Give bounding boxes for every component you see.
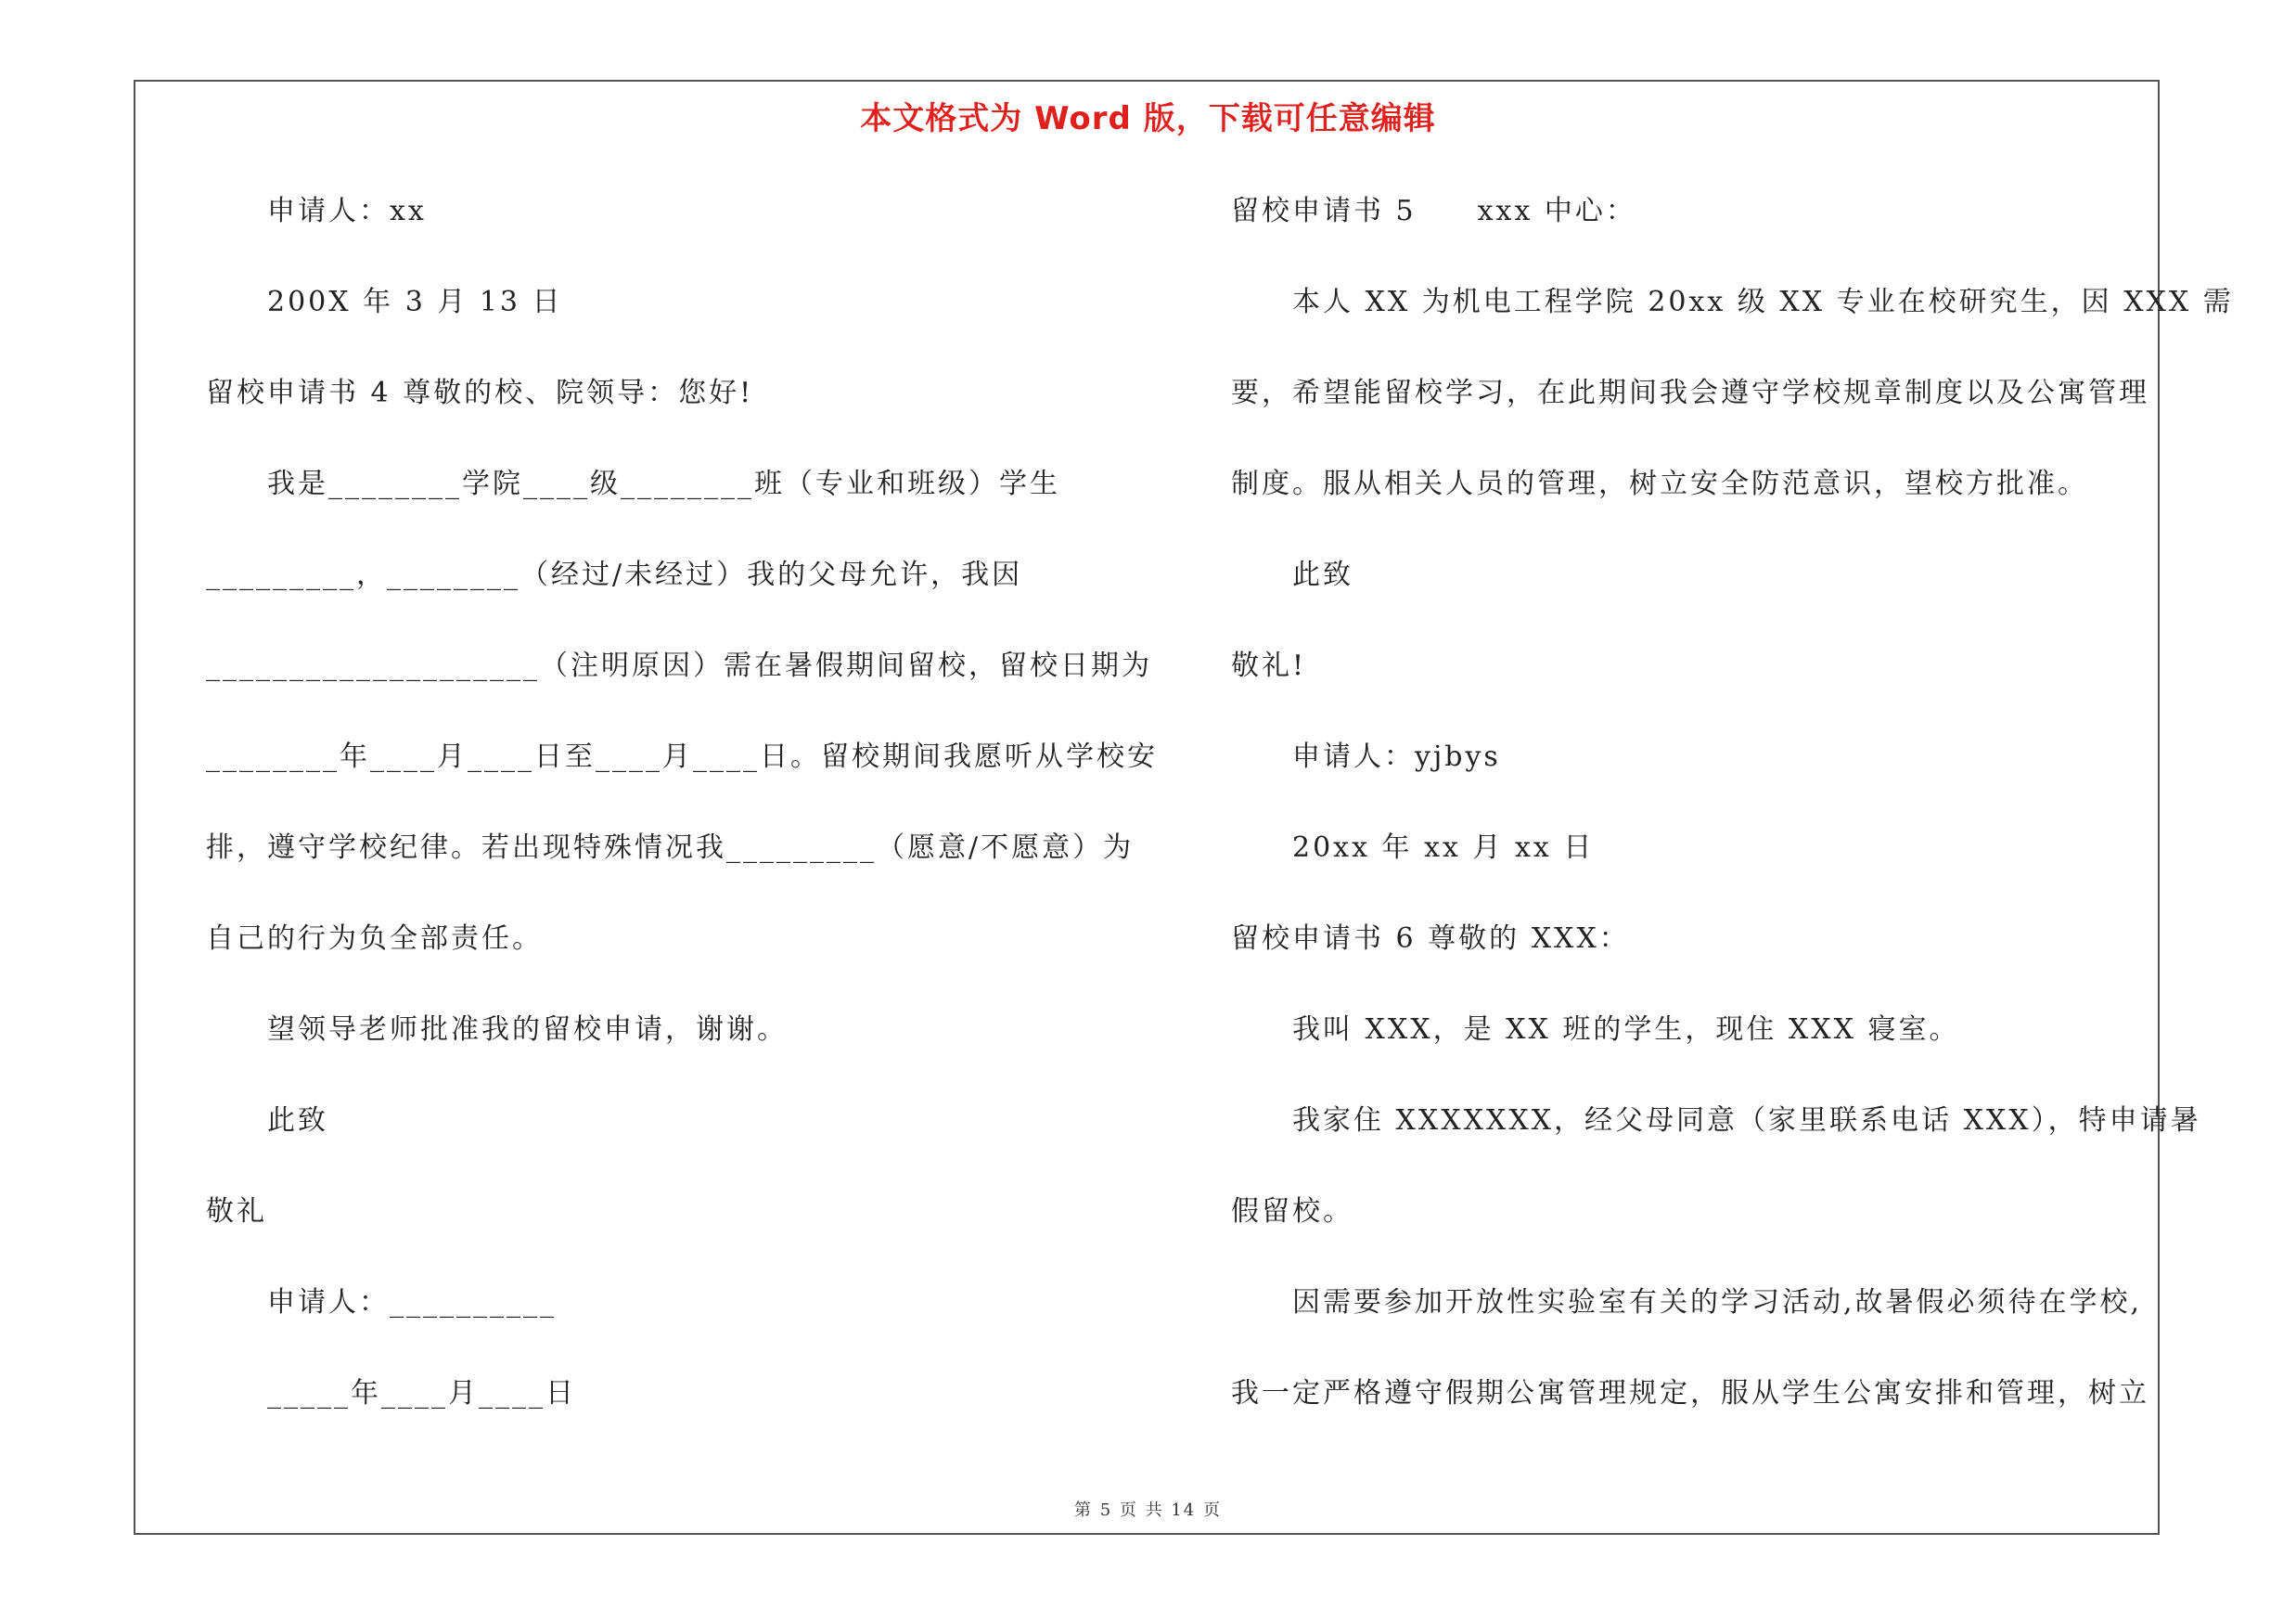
left-line-13: 申请人：__________ bbox=[267, 1286, 557, 1319]
right-line-9: 留校申请书 6 尊敬的 XXX： bbox=[1231, 922, 1630, 955]
left-line-1: 申请人：xx bbox=[267, 195, 427, 227]
right-line-6: 敬礼! bbox=[1231, 650, 1307, 682]
right-line-12: 假留校。 bbox=[1231, 1195, 1353, 1228]
left-line-4: 我是________学院____级________班（专业和班级）学生 bbox=[267, 468, 1060, 500]
right-line-10: 我叫 XXX，是 XX 班的学生，现住 XXX 寝室。 bbox=[1292, 1013, 1960, 1046]
right-line-1: 留校申请书 5 xxx 中心： bbox=[1231, 195, 1636, 227]
left-line-7: ________年____月____日至____月____日。留校期间我愿听从学校安 bbox=[206, 741, 1158, 773]
left-line-6: ____________________（注明原因）需在暑假期间留校，留校日期为 bbox=[206, 650, 1152, 682]
right-line-11: 我家住 XXXXXXX，经父母同意（家里联系电话 XXX），特申请暑 bbox=[1292, 1104, 2201, 1137]
left-line-2: 200X 年 3 月 13 日 bbox=[267, 286, 563, 318]
left-line-12: 敬礼 bbox=[206, 1195, 267, 1228]
left-line-9: 自己的行为负全部责任。 bbox=[206, 922, 543, 955]
left-line-3: 留校申请书 4 尊敬的校、院领导：您好! bbox=[206, 377, 754, 409]
right-line-7: 申请人：yjbys bbox=[1292, 741, 1501, 773]
left-line-5: _________，________（经过/未经过）我的父母允许，我因 bbox=[206, 559, 1023, 591]
left-line-11: 此致 bbox=[267, 1104, 328, 1137]
right-line-4: 制度。服从相关人员的管理，树立安全防范意识，望校方批准。 bbox=[1231, 468, 2088, 500]
left-line-8: 排，遵守学校纪律。若出现特殊情况我_________（愿意/不愿意）为 bbox=[206, 831, 1135, 864]
right-line-5: 此致 bbox=[1292, 559, 1353, 591]
page-number-footer: 第 5 页 共 14 页 bbox=[1074, 1501, 1222, 1520]
right-line-8: 20xx 年 xx 月 xx 日 bbox=[1292, 831, 1595, 864]
right-line-3: 要，希望能留校学习，在此期间我会遵守学校规章制度以及公寓管理 bbox=[1231, 377, 2149, 409]
right-line-2: 本人 XX 为机电工程学院 20xx 级 XX 专业在校研究生，因 XXX 需 bbox=[1292, 286, 2234, 318]
left-line-14: _____年____月____日 bbox=[267, 1377, 576, 1410]
page-header-title: 本文格式为 Word 版，下载可任意编辑 bbox=[860, 100, 1436, 137]
right-line-14: 我一定严格遵守假期公寓管理规定，服从学生公寓安排和管理，树立 bbox=[1231, 1377, 2149, 1410]
right-line-13: 因需要参加开放性实验室有关的学习活动,故暑假必须待在学校, bbox=[1292, 1286, 2143, 1319]
left-line-10: 望领导老师批准我的留校申请，谢谢。 bbox=[267, 1013, 788, 1046]
